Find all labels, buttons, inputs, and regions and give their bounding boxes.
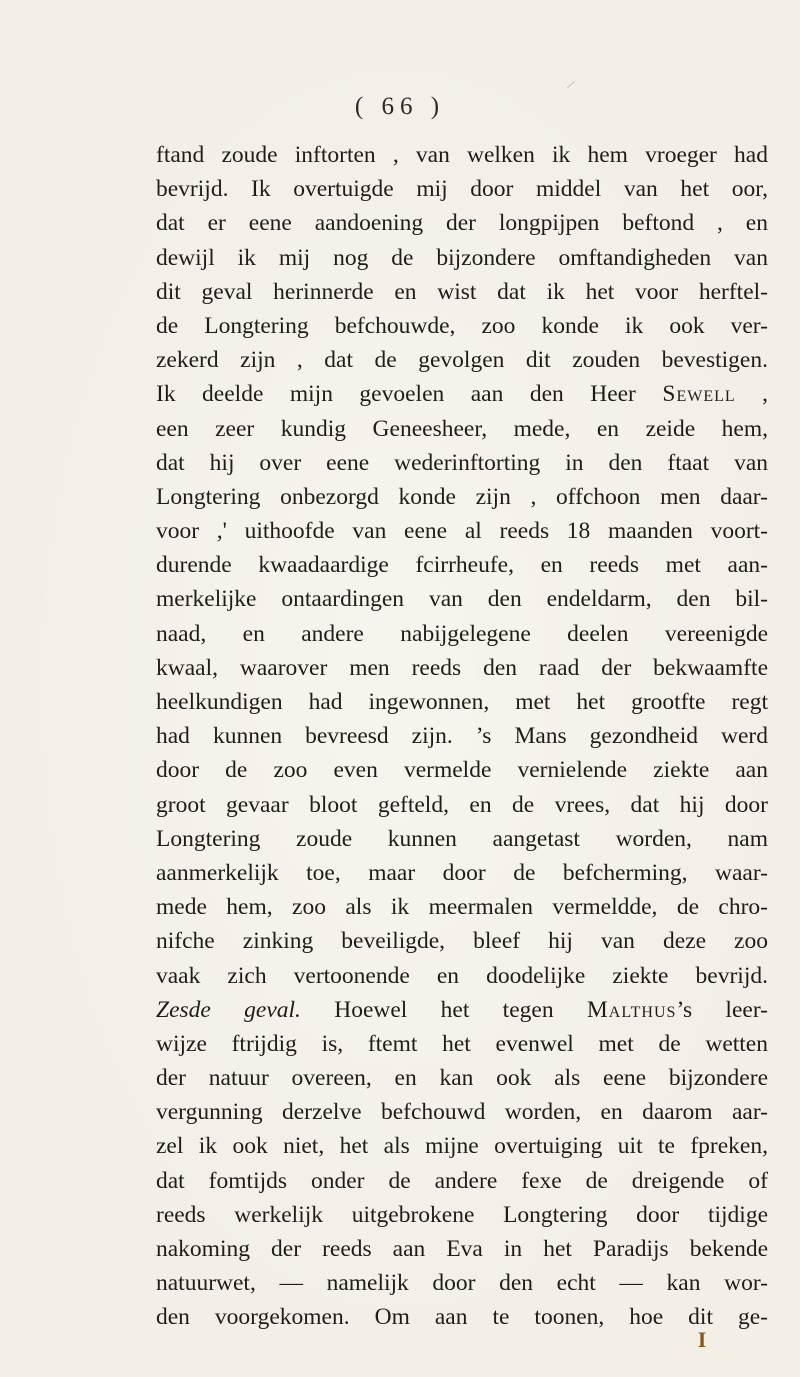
text-line: der natuur overeen, en kan ook als eene bijzondere: [156, 1065, 768, 1092]
text-line: nifche zinking beveiligde, bleef hij van deze zoo: [156, 928, 768, 955]
text-line: dat hij over eene wederinftorting in den ftaat van: [156, 449, 768, 476]
catchword-mark: I: [697, 1327, 707, 1352]
text-line: vaak zich vertoonende en doodelijke ziekte bevrijd.: [156, 962, 768, 989]
person-name-sewell: Sewell: [662, 381, 736, 408]
text-line: dewijl ik mij nog de bijzondere omftandigheden van: [156, 244, 768, 271]
text-line: door de zoo even vermelde vernielende ziekte aan: [156, 757, 768, 784]
text-line: durende kwaadaardige fcirrheufe, en reeds met aan-: [156, 552, 768, 579]
text-line: heelkundigen had ingewonnen, met het grootfte regt: [156, 689, 768, 715]
text-line: de Longtering befchouwde, zoo konde ik ook ver-: [156, 312, 768, 339]
person-name-malthus: Malthus: [586, 996, 677, 1023]
text-line: aanmerkelijk toe, maar door de befcherming, waar-: [156, 859, 768, 886]
text-fragment: ,: [735, 381, 768, 408]
paper-mark: [567, 81, 575, 88]
text-line: bevrijd. Ik overtuigde mij door middel van het oor,: [156, 176, 768, 203]
page-number: ( 66 ): [354, 93, 446, 120]
text-line-with-name: [156, 377, 768, 411]
text-fragment: ’s leer-: [676, 996, 768, 1023]
section-heading: Zesde geval.: [156, 996, 301, 1023]
text-fragment: Ik deelde mijn gevoelen aan den Heer: [156, 381, 663, 408]
text-line: natuurwet, — namelijk door den echt — kan wor-: [156, 1270, 768, 1297]
text-line: reeds werkelijk uitgebrokene Longtering door tijdige: [156, 1201, 768, 1228]
text-line: groot gevaar bloot gefteld, en de vrees, dat hij door: [156, 791, 768, 818]
text-line: den voorgekomen. Om aan te toonen, hoe dit ge-: [156, 1304, 768, 1331]
text-line: ftand zoude inftorten , van welken ik hem vroeger had: [156, 142, 768, 168]
text-line: dat er eene aandoening der longpijpen beftond , en: [156, 210, 768, 237]
text-line: voor ,' uithoofde van eene al reeds 18 maanden voort-: [156, 518, 768, 545]
text-line: dit geval herinnerde en wist dat ik het voor herftel-: [156, 278, 768, 305]
text-fragment: Hoewel het tegen: [300, 996, 587, 1023]
text-line: nakoming der reeds aan Eva in het Paradijs bekende: [156, 1236, 768, 1262]
text-line: naad, en andere nabijgelegene deelen vereenigde: [156, 620, 768, 647]
text-line: kwaal, waarover men reeds den raad der bekwaamfte: [156, 654, 768, 681]
section-heading-line: [156, 993, 768, 1027]
text-line: vergunning derzelve befchouwd worden, en daarom aar-: [156, 1099, 768, 1126]
text-line: had kunnen bevreesd zijn. ’s Mans gezondheid werd: [156, 723, 768, 750]
text-line: zel ik ook niet, het als mijne overtuiging uit te fpreken,: [156, 1133, 768, 1160]
text-line: Longtering onbezorgd konde zijn , offchoon men daar-: [156, 483, 768, 510]
text-line: merkelijke ontaardingen van den endeldarm, den bil-: [156, 586, 768, 613]
text-line: mede hem, zoo als ik meermalen vermeldde, de chro-: [156, 894, 768, 921]
text-line: wijze ftrijdig is, ftemt het evenwel met de wetten: [156, 1030, 768, 1057]
text-line: dat fomtijds onder de andere fexe de dreigende of: [156, 1167, 768, 1194]
text-line: zekerd zijn , dat de gevolgen dit zouden bevestigen.: [156, 347, 768, 374]
text-line: een zeer kundig Geneesheer, mede, en zeide hem,: [156, 415, 768, 442]
text-line: Longtering zoude kunnen aangetast worden, nam: [156, 825, 768, 852]
body-text: [156, 138, 768, 1335]
